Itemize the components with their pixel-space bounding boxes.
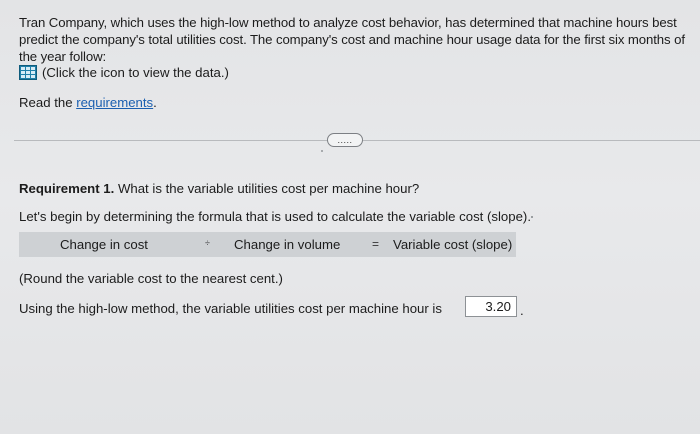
requirement-1-question	[19, 181, 419, 196]
requirement-1-text: What is the variable utilities cost per machine hour?	[114, 181, 420, 196]
formula-bar	[19, 232, 516, 257]
expand-more-button[interactable]: .....	[327, 133, 363, 147]
requirements-link[interactable]: requirements	[76, 95, 154, 110]
table-grid-icon[interactable]	[19, 65, 37, 80]
variable-cost-answer-input[interactable]: 3.20	[465, 296, 517, 317]
requirement-1-heading: Requirement 1.	[19, 181, 115, 196]
equals-operator: =	[372, 237, 380, 251]
problem-intro: Tran Company, which uses the high-low method to analyze cost behavior, has determined that machine hours best predict the company's total utilities cost. The company's cost and machine hour usage data for the first six months of the year follow:	[19, 15, 685, 64]
formula-variable-cost: Variable cost (slope)	[393, 237, 513, 252]
formula-change-in-volume: Change in volume	[234, 237, 341, 252]
formula-instruction: Let's begin by determining the formula that is used to calculate the variable cost (slope).	[19, 209, 531, 224]
divide-operator: ÷	[205, 238, 210, 248]
data-link-label[interactable]: (Click the icon to view the data.)	[42, 65, 229, 80]
data-link-row[interactable]	[19, 65, 229, 80]
cursor-mark	[321, 150, 323, 152]
formula-change-in-cost: Change in cost	[60, 237, 148, 252]
answer-suffix: .	[520, 303, 524, 318]
requirements-prefix: Read the	[19, 95, 77, 110]
answer-label: Using the high-low method, the variable utilities cost per machine hour is	[19, 301, 442, 316]
stray-mark	[531, 216, 533, 218]
requirements-line	[19, 95, 157, 110]
rounding-note: (Round the variable cost to the nearest cent.)	[19, 271, 283, 286]
requirements-suffix: .	[153, 95, 157, 110]
